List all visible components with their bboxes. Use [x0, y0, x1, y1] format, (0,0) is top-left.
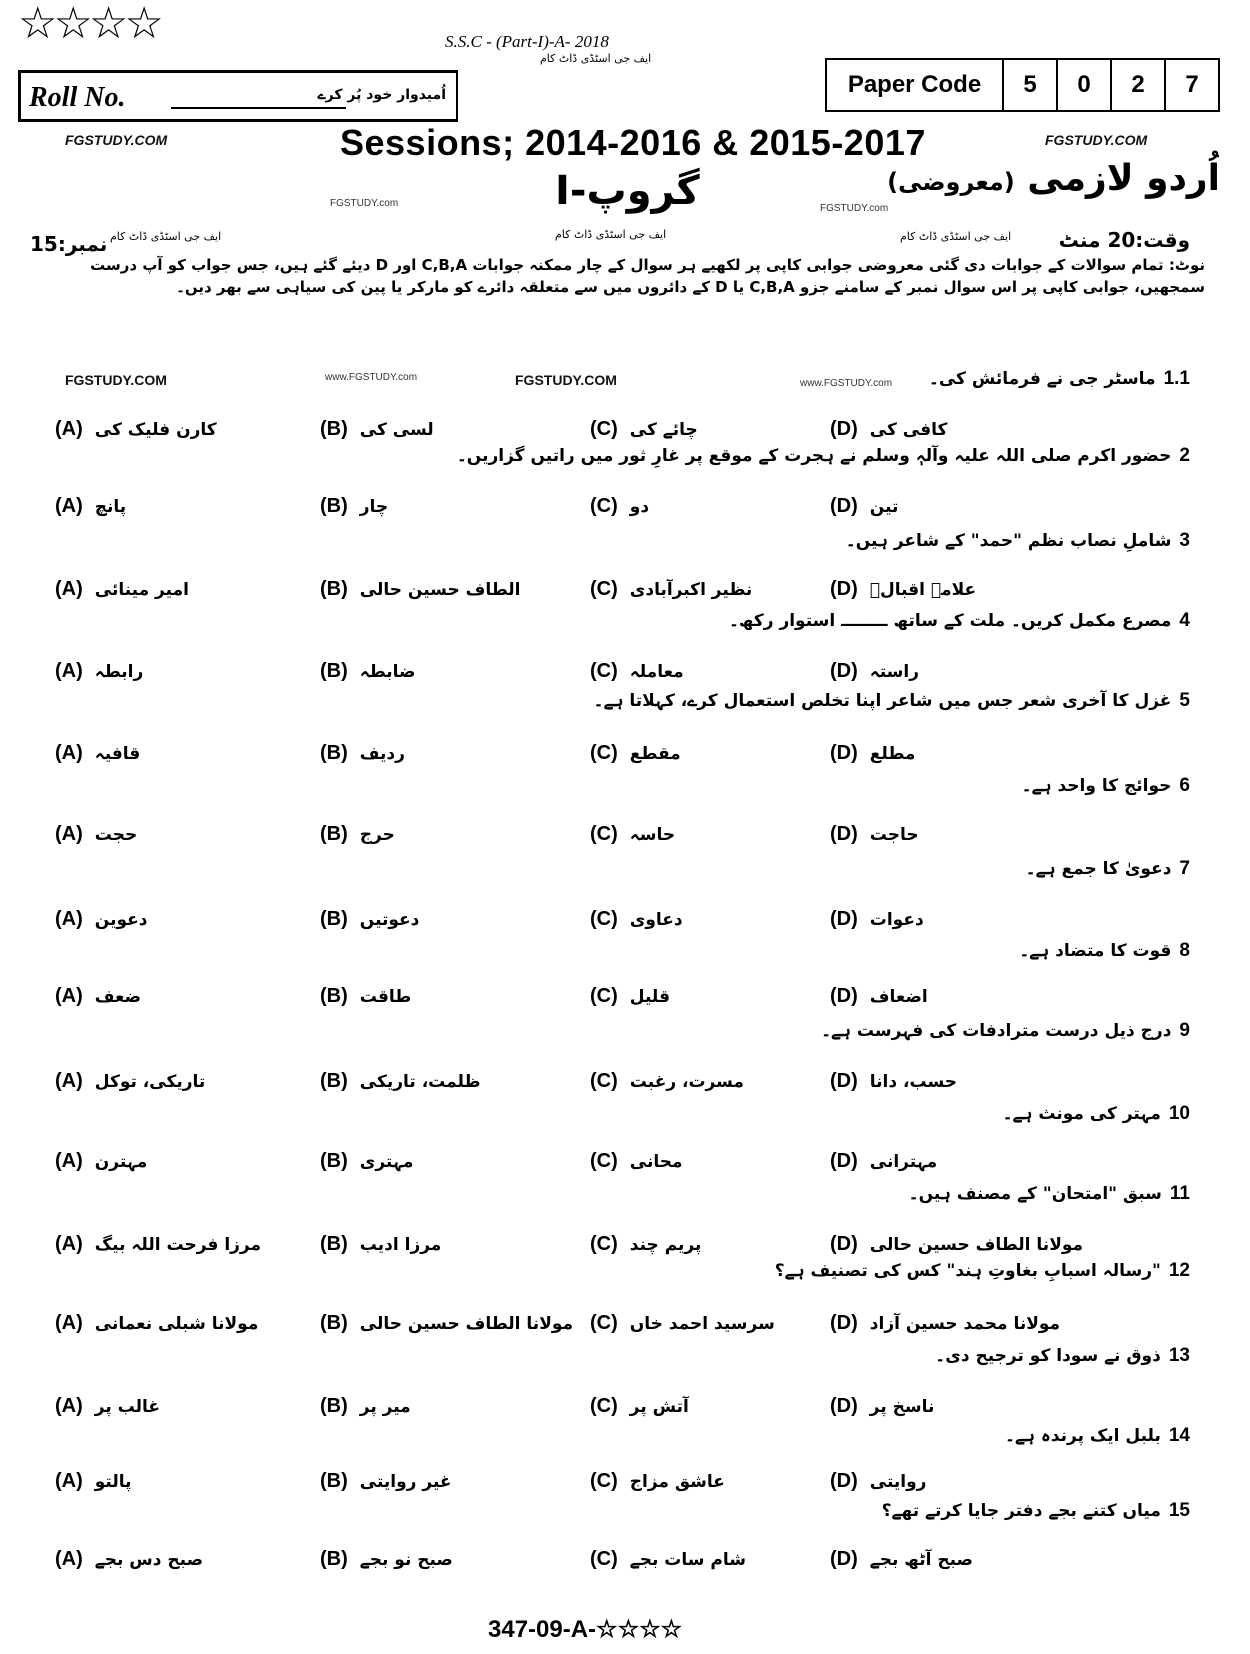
- option-text: روایتی: [869, 1471, 927, 1492]
- option-label: (D): [830, 1548, 858, 1570]
- option-label: (C): [590, 578, 618, 600]
- option-text: حرج: [359, 824, 395, 845]
- question-number: 11: [1169, 1183, 1190, 1204]
- option-text: حسب، دانا: [869, 1071, 958, 1092]
- option-d[interactable]: [830, 823, 919, 846]
- option-label: (D): [830, 495, 858, 517]
- option-text: چار: [359, 496, 389, 517]
- option-text: دعوین: [94, 909, 148, 930]
- question-number: 15: [1168, 1500, 1190, 1521]
- option-b[interactable]: [320, 1150, 413, 1173]
- option-label: (A): [55, 985, 83, 1007]
- option-label: (C): [590, 1312, 618, 1334]
- option-label: (A): [55, 495, 83, 517]
- question-11: [909, 1183, 1190, 1205]
- option-a[interactable]: [55, 985, 141, 1008]
- option-d[interactable]: [830, 1233, 1083, 1256]
- group-title: گروپ-I: [555, 168, 700, 214]
- option-label: (A): [55, 1395, 83, 1417]
- option-c[interactable]: [590, 660, 684, 683]
- option-text: کافی کی: [869, 419, 948, 440]
- option-label: (C): [590, 1395, 618, 1417]
- question-number: 12: [1168, 1260, 1190, 1281]
- option-text: مطلع: [869, 743, 916, 764]
- option-text: ضعف: [94, 986, 142, 1007]
- option-label: (D): [830, 578, 858, 600]
- option-label: (B): [320, 1070, 348, 1092]
- option-text: مہتری: [359, 1152, 414, 1172]
- total-marks: نمبر:15: [30, 232, 108, 256]
- question-number: 4: [1179, 610, 1190, 631]
- option-c[interactable]: [590, 1548, 746, 1571]
- option-label: (D): [830, 1070, 858, 1092]
- option-label: (A): [55, 823, 83, 845]
- question-13: [935, 1345, 1190, 1367]
- option-label: (C): [590, 823, 618, 845]
- question-14: [1005, 1425, 1190, 1447]
- star-marks-icon: ☆☆☆☆: [18, 0, 160, 49]
- option-c[interactable]: [590, 1233, 701, 1256]
- option-text: مولانا محمد حسین آزاد: [869, 1313, 1061, 1334]
- question-text: غزل کا آخری شعر جس میں شاعر اپنا تخلص استعمال کرے، کہلاتا ہے۔: [593, 691, 1172, 711]
- question-text: مہتر کی مونث ہے۔: [1002, 1104, 1161, 1124]
- option-d[interactable]: [830, 742, 915, 765]
- option-label: (B): [320, 418, 348, 440]
- option-b[interactable]: [320, 1312, 573, 1335]
- paper-code-box: [825, 58, 1220, 112]
- question-text: سبق "امتحان" کے مصنف ہیں۔: [908, 1184, 1162, 1204]
- option-c[interactable]: [590, 1070, 744, 1093]
- option-text: لسی کی: [359, 419, 434, 440]
- option-text: شام سات بجے: [629, 1550, 746, 1570]
- option-c[interactable]: [590, 578, 752, 601]
- question-number: 10: [1168, 1103, 1190, 1124]
- option-label: (A): [55, 1233, 83, 1255]
- option-label: (A): [55, 418, 83, 440]
- option-label: (B): [320, 1395, 348, 1417]
- option-d[interactable]: [830, 1548, 973, 1571]
- option-a[interactable]: [55, 1548, 203, 1571]
- option-text: قلیل: [629, 986, 670, 1007]
- option-label: (D): [830, 660, 858, 682]
- option-label: (C): [590, 1470, 618, 1492]
- option-label: (D): [830, 823, 858, 845]
- option-b[interactable]: [320, 1548, 453, 1571]
- option-label: (B): [320, 495, 348, 517]
- watermark: FGSTUDY.COM: [65, 372, 167, 388]
- option-label: (B): [320, 1233, 348, 1255]
- watermark-urdu: ایف جی اسٹڈی ڈاٹ کام: [900, 230, 1012, 243]
- question-text: ماسٹر جی نے فرمائش کی۔: [928, 369, 1156, 389]
- option-label: (B): [320, 1470, 348, 1492]
- question-12: [775, 1260, 1190, 1282]
- roll-number-note: اُمیدوار خود پُر کرے: [317, 87, 446, 103]
- option-d[interactable]: [830, 985, 928, 1008]
- option-text: دعوتیں: [359, 909, 420, 930]
- option-text: نظیر اکبرآبادی: [629, 579, 753, 600]
- roll-number-field[interactable]: [171, 107, 346, 109]
- option-d[interactable]: [830, 908, 924, 931]
- option-d[interactable]: [830, 418, 947, 441]
- question-number: 9: [1179, 1020, 1190, 1041]
- option-text: مسرت، رغبت: [629, 1071, 744, 1092]
- option-text: دو: [629, 496, 650, 517]
- option-text: پانچ: [94, 496, 127, 517]
- option-label: (D): [830, 1395, 858, 1417]
- option-text: مولانا الطاف حسین حالی: [869, 1234, 1084, 1255]
- option-label: (D): [830, 1312, 858, 1334]
- option-label: (A): [55, 1548, 83, 1570]
- question-text: مصرع مکمل کریں۔ ملت کے ساتھ ــــــــ استوار رکھ۔: [728, 611, 1172, 631]
- option-label: (B): [320, 1150, 348, 1172]
- option-b[interactable]: [320, 908, 419, 931]
- instructions: نوٹ: تمام سوالات کے جوابات دی گئی معروضی جوابی کاپی پر لکھیے ہر سوال کے چار ممکنہ جوابات C,B,A اور D دیئے گئے ہیں، جس جواب کو آپ درست سمجھیں، جوابی کاپی پر اس سوال نمبر کے سامنے جزو C,B,A یا D کے دائروں میں سے متعلقہ دائرے کو مارکر یا پین کی سیاہی سے بھر دیں۔: [90, 256, 1205, 296]
- question-text: میاں کتنے بجے دفتر جایا کرتے تھے؟: [881, 1501, 1161, 1521]
- option-label: (B): [320, 1548, 348, 1570]
- option-label: (B): [320, 578, 348, 600]
- option-label: (C): [590, 742, 618, 764]
- option-label: (D): [830, 1470, 858, 1492]
- option-text: حاسہ: [629, 825, 676, 845]
- paper-code-digit: 7: [1164, 60, 1218, 110]
- question-7: [1026, 858, 1190, 880]
- option-d[interactable]: [830, 495, 898, 518]
- option-text: معاملہ: [629, 662, 684, 682]
- question-5: [594, 690, 1190, 712]
- option-text: طاقت: [359, 986, 412, 1007]
- option-b[interactable]: [320, 660, 415, 683]
- question-10: [1003, 1103, 1190, 1125]
- question-4: [729, 610, 1190, 632]
- question-9: [821, 1020, 1190, 1042]
- option-label: (A): [55, 578, 83, 600]
- option-c[interactable]: [590, 985, 670, 1008]
- option-c[interactable]: [590, 495, 649, 518]
- sessions-title: Sessions; 2014-2016 & 2015-2017: [340, 122, 926, 163]
- roll-number-box: [18, 70, 458, 122]
- option-a[interactable]: [55, 1395, 160, 1418]
- option-label: (C): [590, 495, 618, 517]
- option-text: پریم چند: [629, 1234, 702, 1255]
- option-d[interactable]: [830, 660, 919, 683]
- option-a[interactable]: [55, 1233, 261, 1256]
- option-label: (C): [590, 1548, 618, 1570]
- subject-title: [887, 158, 1220, 199]
- option-text: ضابطہ: [359, 662, 416, 682]
- option-text: مقطع: [629, 743, 681, 764]
- option-b[interactable]: [320, 823, 395, 846]
- option-text: صبح نو بجے: [359, 1550, 453, 1570]
- option-text: حاجت: [869, 824, 919, 845]
- option-text: مہترانی: [869, 1152, 938, 1172]
- option-text: میر پر: [359, 1396, 411, 1417]
- option-b[interactable]: [320, 418, 434, 441]
- option-text: آتش پر: [629, 1396, 689, 1417]
- watermark: www.FGSTUDY.com: [325, 372, 418, 383]
- option-text: علامہ اقبالؒ: [869, 579, 977, 600]
- question-number: 7: [1179, 858, 1190, 879]
- option-text: مرزا فرحت اللہ بیگ: [94, 1235, 262, 1255]
- option-text: ردیف: [359, 743, 405, 764]
- watermark-urdu: ایف جی اسٹڈی ڈاٹ کام: [540, 52, 652, 65]
- option-text: دعوات: [869, 909, 924, 930]
- option-label: (D): [830, 985, 858, 1007]
- option-b[interactable]: [320, 1070, 481, 1093]
- option-label: (B): [320, 742, 348, 764]
- option-text: کارن فلیک کی: [94, 419, 217, 440]
- option-label: (C): [590, 1233, 618, 1255]
- watermark: FGSTUDY.com: [330, 198, 399, 209]
- question-number: 13: [1168, 1345, 1190, 1366]
- option-text: حجت: [94, 824, 138, 845]
- option-a[interactable]: [55, 495, 126, 518]
- option-text: محانی: [629, 1151, 683, 1172]
- option-text: قافیہ: [94, 744, 141, 764]
- question-number: 5: [1179, 690, 1190, 711]
- option-label: (A): [55, 1150, 83, 1172]
- option-label: (C): [590, 985, 618, 1007]
- watermark: FGSTUDY.COM: [515, 372, 617, 388]
- paper-code-label: Paper Code: [847, 71, 982, 98]
- option-a[interactable]: [55, 908, 147, 931]
- option-b[interactable]: [320, 985, 411, 1008]
- option-label: (C): [590, 418, 618, 440]
- watermark: FGSTUDY.COM: [1045, 132, 1148, 148]
- option-text: امیر مینائی: [94, 579, 189, 600]
- option-label: (D): [830, 742, 858, 764]
- option-text: راستہ: [869, 662, 919, 682]
- question-text: حضور اکرم صلی اللہ علیہ وآلہٖ وسلم نے ہجرت کے موقع پر غارِ ثور میں راتیں گزاریں۔: [456, 446, 1172, 466]
- option-text: تین: [869, 496, 899, 517]
- question-number: 14: [1168, 1425, 1190, 1446]
- option-label: (A): [55, 908, 83, 930]
- watermark-urdu: ایف جی اسٹڈی ڈاٹ کام: [110, 230, 222, 243]
- option-label: (B): [320, 908, 348, 930]
- roll-number-label: Roll No.: [29, 82, 126, 113]
- option-c[interactable]: [590, 1470, 725, 1493]
- paper-footer-code: 347-09-A-☆☆☆☆: [488, 1616, 683, 1643]
- option-d[interactable]: [830, 1470, 926, 1493]
- option-text: رابطہ: [94, 662, 144, 682]
- watermark: www.FGSTUDY.com: [800, 378, 893, 389]
- question-text: درج ذیل درست مترادفات کی فہرست ہے۔: [821, 1021, 1172, 1041]
- option-text: عاشق مزاج: [629, 1471, 725, 1492]
- option-c[interactable]: [590, 742, 681, 765]
- question-number: 1.1: [1163, 368, 1190, 389]
- option-a[interactable]: [55, 418, 217, 441]
- option-b[interactable]: [320, 1395, 411, 1418]
- option-text: پالتو: [94, 1471, 132, 1492]
- option-label: (D): [830, 908, 858, 930]
- question-3: [846, 530, 1190, 552]
- option-d[interactable]: [830, 1150, 937, 1173]
- exam-title: S.S.C - (Part-I)-A- 2018: [445, 32, 609, 51]
- watermark: FGSTUDY.com: [820, 203, 889, 214]
- option-label: (B): [320, 823, 348, 845]
- option-label: (A): [55, 660, 83, 682]
- option-a[interactable]: [55, 823, 137, 846]
- option-text: تاریکی، توکل: [94, 1071, 206, 1092]
- option-d[interactable]: [830, 1395, 934, 1418]
- question-text: قوت کا متضاد ہے۔: [1019, 941, 1172, 961]
- option-text: چائے کی: [629, 420, 698, 440]
- option-d[interactable]: [830, 578, 976, 601]
- option-c[interactable]: [590, 1150, 683, 1173]
- question-text: ذوق نے سودا کو ترجیح دی۔: [935, 1346, 1161, 1366]
- option-a[interactable]: [55, 660, 143, 683]
- option-d[interactable]: [830, 1312, 1060, 1335]
- question-text: حوائج کا واحد ہے۔: [1021, 776, 1172, 796]
- question-text: "رسالہ اسبابِ بغاوتِ ہند" کس کی تصنیف ہے؟: [774, 1261, 1161, 1281]
- option-label: (D): [830, 1150, 858, 1172]
- paper-code-digit: 5: [1002, 60, 1056, 110]
- option-c[interactable]: [590, 1395, 689, 1418]
- option-a[interactable]: [55, 1312, 258, 1335]
- option-text: مولانا الطاف حسین حالی: [359, 1313, 574, 1334]
- question-number: 6: [1179, 775, 1190, 796]
- question-text: دعویٰ کا جمع ہے۔: [1025, 859, 1172, 879]
- option-c[interactable]: [590, 1312, 775, 1335]
- question-text: شاملِ نصاب نظم "حمد" کے شاعر ہیں۔: [845, 531, 1172, 551]
- option-text: الطاف حسین حالی: [359, 579, 521, 600]
- option-b[interactable]: [320, 1233, 441, 1256]
- option-text: دعاوی: [629, 909, 683, 930]
- question-15: [882, 1500, 1190, 1522]
- paper-code-digit: 0: [1056, 60, 1110, 110]
- paper-code-digit: 2: [1110, 60, 1164, 110]
- option-label: (D): [830, 418, 858, 440]
- option-text: مہترن: [94, 1152, 148, 1172]
- option-text: مرزا ادیب: [359, 1234, 442, 1255]
- option-label: (C): [590, 908, 618, 930]
- option-a[interactable]: [55, 1070, 205, 1093]
- option-a[interactable]: [55, 578, 189, 601]
- question-text: بلبل ایک پرندہ ہے۔: [1005, 1426, 1161, 1446]
- subject-type: (معروضی): [887, 168, 1015, 196]
- option-text: غالب پر: [94, 1396, 161, 1417]
- subject-name: اُردو لازمی: [1027, 158, 1220, 199]
- option-text: صبح دس بجے: [94, 1550, 203, 1570]
- option-label: (B): [320, 985, 348, 1007]
- time-allowed: وقت:20 منٹ: [1058, 228, 1190, 252]
- option-b[interactable]: [320, 1470, 452, 1493]
- option-label: (C): [590, 660, 618, 682]
- watermark: FGSTUDY.COM: [65, 132, 168, 148]
- option-text: صبح آٹھ بجے: [869, 1550, 973, 1570]
- option-label: (C): [590, 1070, 618, 1092]
- question-number: 2: [1179, 445, 1190, 466]
- option-label: (A): [55, 1470, 83, 1492]
- option-text: ظلمت، تاریکی: [359, 1071, 481, 1092]
- question-2: [457, 445, 1190, 467]
- watermark-urdu: ایف جی اسٹڈی ڈاٹ کام: [555, 228, 667, 241]
- option-a[interactable]: [55, 1470, 132, 1493]
- option-text: سرسید احمد خاں: [629, 1313, 775, 1334]
- option-label: (A): [55, 1070, 83, 1092]
- option-text: ناسخ پر: [869, 1396, 935, 1417]
- option-label: (C): [590, 1150, 618, 1172]
- option-text: غیر روایتی: [359, 1471, 452, 1492]
- option-c[interactable]: [590, 823, 675, 846]
- option-b[interactable]: [320, 742, 405, 765]
- option-label: (D): [830, 1233, 858, 1255]
- question-1.1: [929, 368, 1190, 390]
- question-number: 3: [1179, 530, 1190, 551]
- option-label: (B): [320, 660, 348, 682]
- option-a[interactable]: [55, 1150, 147, 1173]
- question-6: [1022, 775, 1190, 797]
- option-b[interactable]: [320, 495, 388, 518]
- question-8: [1019, 940, 1190, 962]
- option-b[interactable]: [320, 578, 521, 601]
- option-label: (A): [55, 1312, 83, 1334]
- option-label: (A): [55, 742, 83, 764]
- option-c[interactable]: [590, 418, 698, 441]
- option-d[interactable]: [830, 1070, 957, 1093]
- option-a[interactable]: [55, 742, 140, 765]
- option-c[interactable]: [590, 908, 683, 931]
- question-number: 8: [1179, 940, 1190, 961]
- option-text: مولانا شبلی نعمانی: [94, 1313, 259, 1334]
- option-label: (B): [320, 1312, 348, 1334]
- option-text: اضعاف: [869, 986, 928, 1007]
